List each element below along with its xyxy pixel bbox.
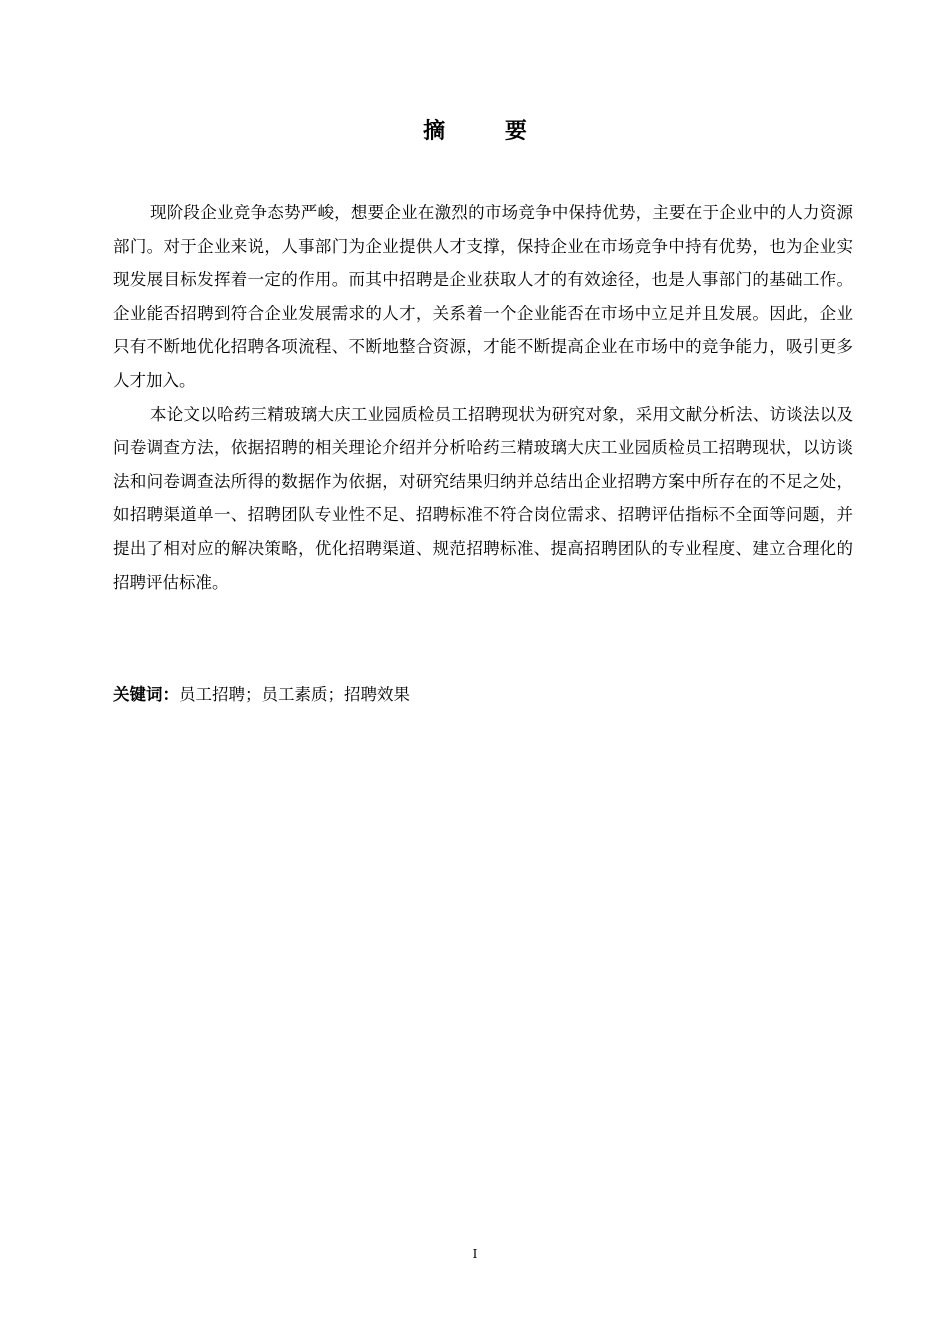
abstract-body [113, 196, 853, 599]
keywords-value: 员工招聘；员工素质；招聘效果 [179, 685, 410, 704]
abstract-title: 摘 要 [423, 118, 553, 144]
abstract-paragraph-2: 本论文以哈药三精玻璃大庆工业园质检员工招聘现状为研究对象，采用文献分析法、访谈法以及问卷调查方法，依据招聘的相关理论介绍并分析哈药三精玻璃大庆工业园质检员工招聘现状，以访谈法和问卷调查法所得的数据作为依据，对研究结果归纳并总结出企业招聘方案中所存在的不足之处，如招聘渠道单一、招聘团队专业性不足、招聘标准不符合岗位需求、招聘评估指标不全面等问题，并提出了相对应的解决策略，优化招聘渠道、规范招聘标准、提高招聘团队的专业程度、建立合理化的招聘评估标准。 [113, 404, 853, 592]
keywords-label: 关键词： [113, 685, 179, 704]
abstract-paragraph-1: 现阶段企业竞争态势严峻，想要企业在激烈的市场竞争中保持优势，主要在于企业中的人力资源部门。对于企业来说，人事部门为企业提供人才支撑，保持企业在市场竞争中持有优势，也为企业实现发展目标发挥着一定的作用。而其中招聘是企业获取人才的有效途径，也是人事部门的基础工作。企业能否招聘到符合企业发展需求的人才，关系着一个企业能否在市场中立足并且发展。因此，企业只有不断地优化招聘各项流程、不断地整合资源，才能不断提高企业在市场中的竞争能力，吸引更多人才加入。 [113, 203, 853, 390]
page-number: I [472, 1247, 478, 1261]
keywords-line [113, 680, 853, 710]
